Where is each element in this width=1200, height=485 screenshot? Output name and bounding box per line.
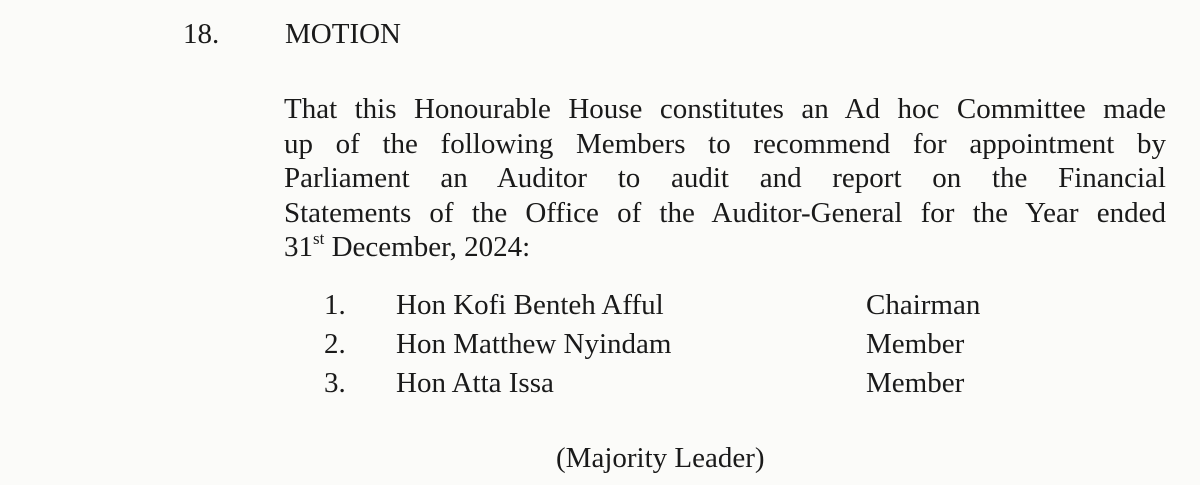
member-name: Hon Kofi Benteh Afful [396,289,664,321]
member-row [0,364,1200,403]
motion-text [284,92,1166,265]
member-number: 1. [324,289,346,321]
member-number: 3. [324,367,346,399]
member-role: Chairman [866,289,981,321]
member-row [0,325,1200,364]
item-number: 18. [183,18,220,50]
motion-line-2: up of the following Members to recommend for appointment by [284,127,1166,160]
motion-line-4: Statements of the Office of the Auditor-General for the Year ended [284,196,1166,229]
member-name: Hon Atta Issa [396,367,554,399]
date-remainder: December, 2024: [324,231,531,263]
member-role: Member [866,367,965,399]
motion-line-5 [284,230,1166,265]
motion-line-1: That this Honourable House constitutes an Ad hoc Committee made [284,93,1166,125]
date-ordinal-superscript: st [313,229,325,248]
date-day: 31 [284,231,313,263]
item-title: MOTION [285,18,401,50]
motion-sponsor: (Majority Leader) [556,442,765,474]
member-number: 2. [324,328,346,360]
member-row [0,286,1200,325]
member-role: Member [866,328,965,360]
committee-members-list [0,286,1200,403]
motion-line-3: Parliament an Auditor to audit and report on the Financial [284,162,1166,194]
member-name: Hon Matthew Nyindam [396,328,672,360]
